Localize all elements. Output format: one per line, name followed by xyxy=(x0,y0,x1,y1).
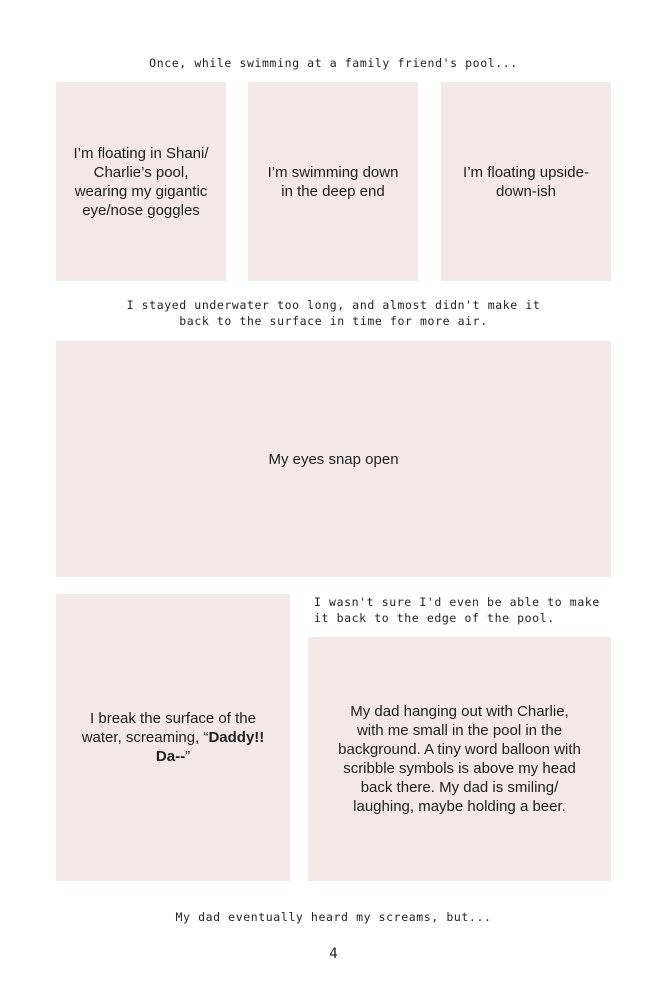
page-number: 4 xyxy=(329,946,338,962)
panel-break-surface-after: ” xyxy=(185,748,191,765)
panel-swimming-down-text: I’m swimming down in the deep end xyxy=(267,163,399,200)
panel-dad-charlie-text: My dad hanging out with Charlie, with me small in the pool in the background. A tiny word balloon with scribble symbols is above my head back there. My dad is smiling/ laughing, maybe holding a beer. xyxy=(338,703,581,815)
panel-break-surface-before: I break the surface of the water, screaming, “ xyxy=(81,710,256,746)
panel-eyes-open-text: My eyes snap open xyxy=(268,450,399,468)
caption-edge: I wasn't sure I'd even be able to make it back to the edge of the pool. xyxy=(314,595,600,625)
panel-upside-down-text: I’m floating upside-down-ish xyxy=(463,163,589,200)
panel-break-surface xyxy=(56,594,290,881)
panel-swimming-down xyxy=(248,82,418,281)
panel-dad-charlie xyxy=(308,637,611,881)
panel-break-surface-text xyxy=(70,709,276,766)
panel-eyes-open xyxy=(56,341,611,577)
panel-break-surface-shout: Daddy!! Da-- xyxy=(155,729,265,765)
caption-intro: Once, while swimming at a family friend's pool... xyxy=(149,56,518,70)
panel-upside-down xyxy=(441,82,611,281)
caption-underwater: I stayed underwater too long, and almost didn't make it back to the surface in time for more air. xyxy=(126,298,541,328)
panel-floating xyxy=(56,82,226,281)
caption-ending: My dad eventually heard my screams, but... xyxy=(175,910,492,924)
panel-floating-text: I’m floating in Shani/ Charlie’s pool, wearing my gigantic eye/nose goggles xyxy=(73,144,209,219)
